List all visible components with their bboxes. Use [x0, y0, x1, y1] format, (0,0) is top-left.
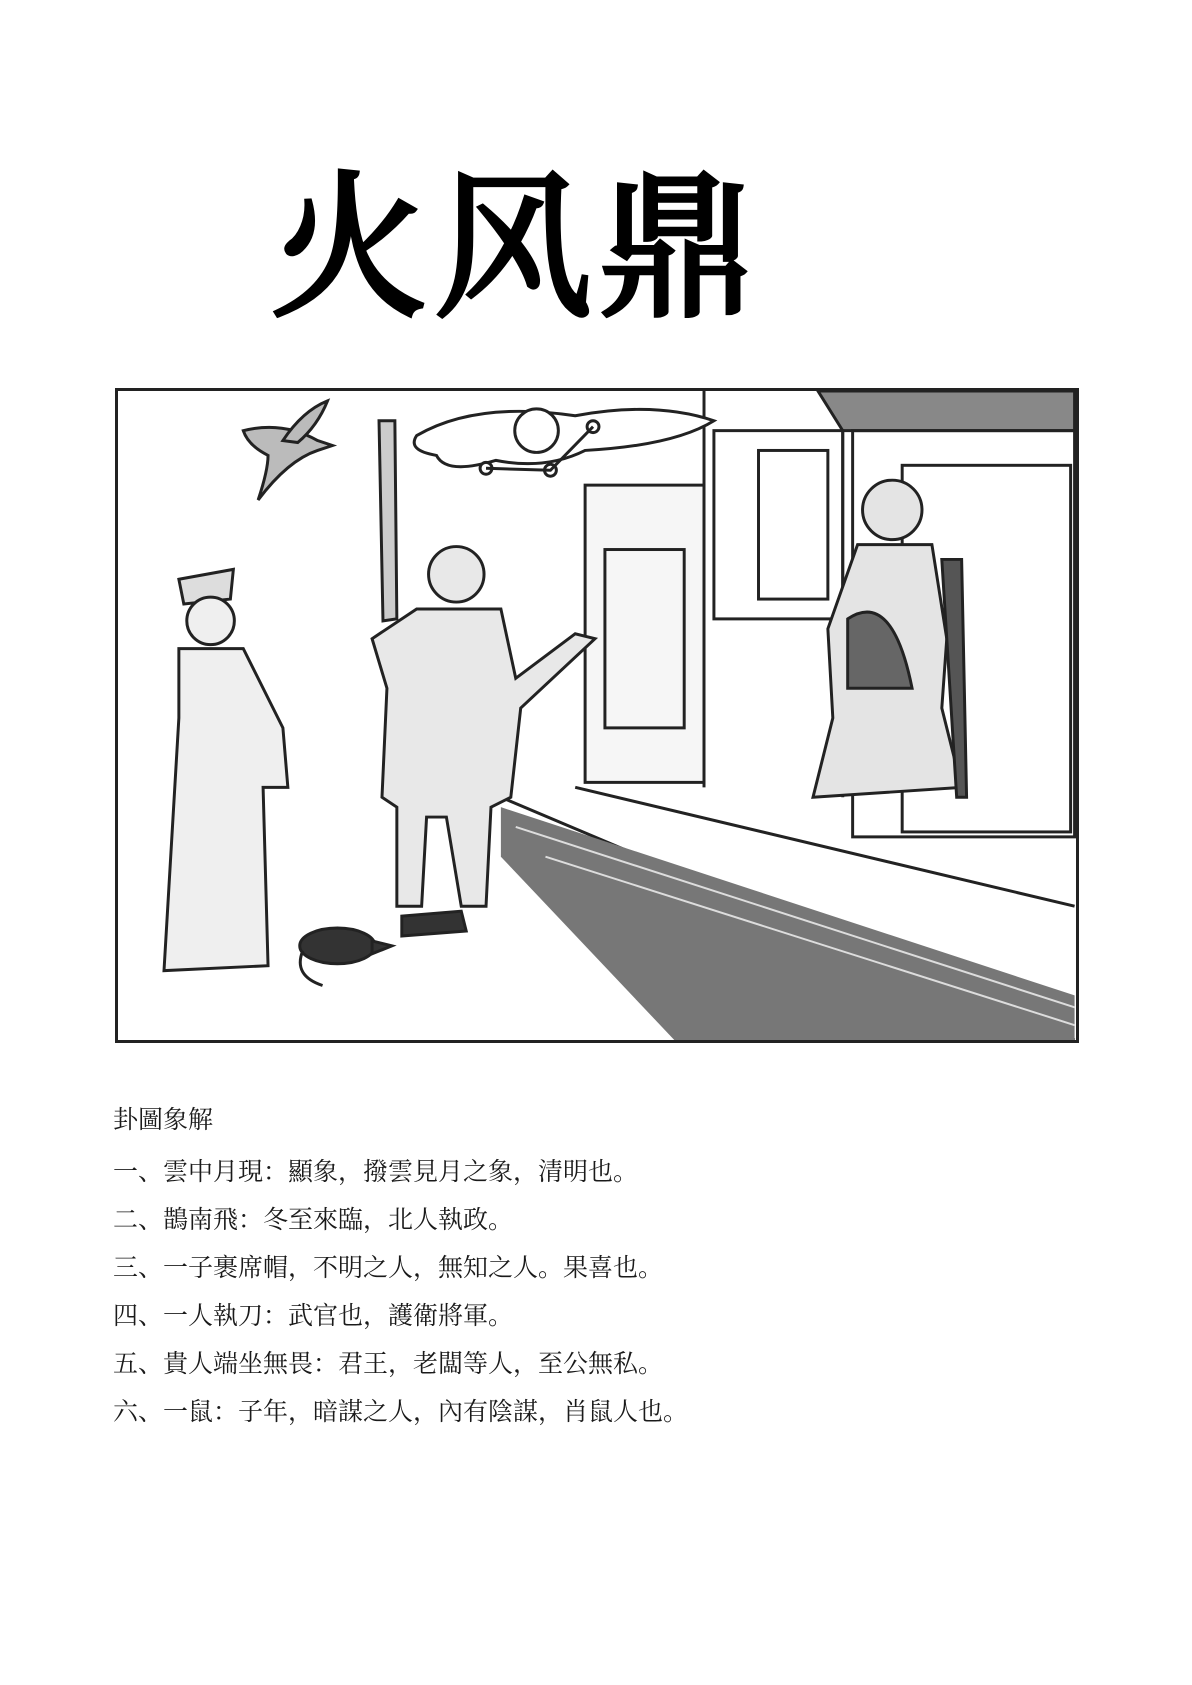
window-inner-panel [759, 450, 828, 599]
interpretation-item: 四、一人執刀：武官也，護衛將軍。 [113, 1301, 514, 1330]
interpretation-item: 一、雲中月現：顯象，撥雲見月之象，清明也。 [113, 1157, 639, 1186]
interpretation-item: 二、鵲南飛：冬至來臨，北人執政。 [113, 1205, 514, 1234]
roof-tiles [818, 391, 1075, 431]
magpie-bird [243, 401, 332, 500]
interpretation-item: 三、一子裹席帽，不明之人，無知之人。果喜也。 [113, 1253, 664, 1282]
seated-noble-figure [813, 480, 967, 797]
illustration-drawing [118, 391, 1076, 1040]
interpretation-heading: 卦圖象解 [113, 1105, 214, 1134]
interpretation-item: 六、一鼠：子年，暗謀之人，內有陰謀，肖鼠人也。 [113, 1397, 689, 1426]
official-figure [164, 569, 288, 970]
hexagram-illustration [115, 388, 1079, 1043]
interpretation-section [113, 1100, 1073, 1436]
rat-figure [300, 928, 392, 985]
cloud-moon [414, 409, 714, 476]
interpretation-item: 五、貴人端坐無畏：君王，老闆等人，至公無私。 [113, 1349, 664, 1378]
moon [515, 409, 559, 453]
page-title: 火风鼎 [270, 157, 762, 341]
brick-step [501, 807, 1075, 1040]
left-wall-panel [585, 485, 704, 782]
window-panel [714, 431, 843, 619]
